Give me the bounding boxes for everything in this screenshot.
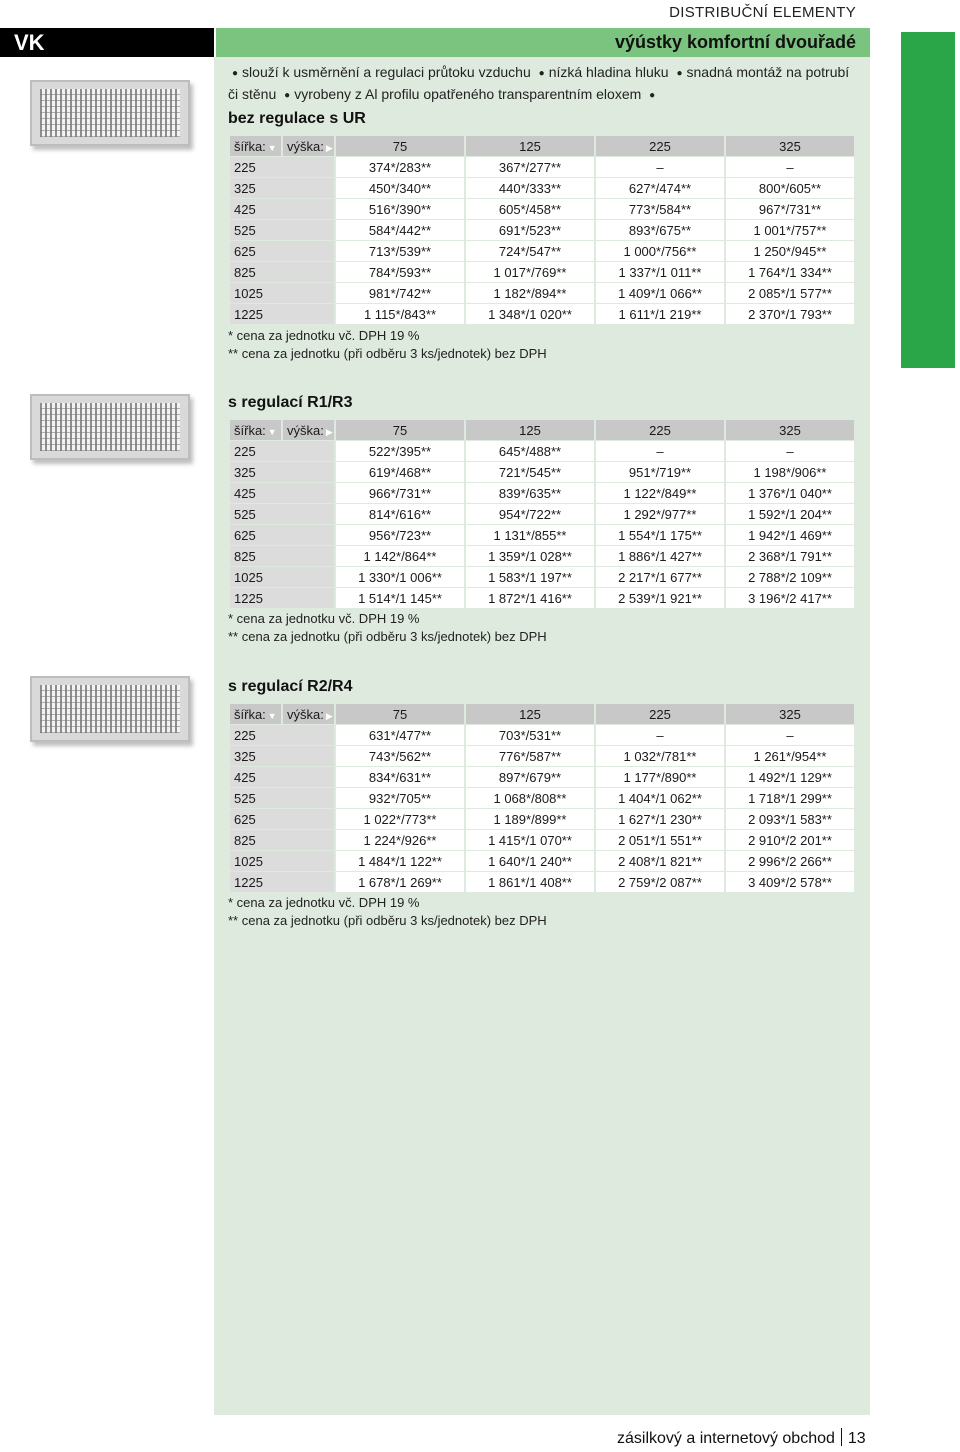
- height-column-header: 325: [726, 420, 854, 441]
- price-cell: 1 000*/756**: [596, 241, 724, 262]
- height-column-header: 75: [336, 704, 464, 725]
- table-header-row: [230, 420, 854, 441]
- price-cell: 1 376*/1 040**: [726, 483, 854, 504]
- price-cell: 516*/390**: [336, 199, 464, 220]
- price-cell: 645*/488**: [466, 441, 594, 462]
- table-row: [230, 525, 854, 546]
- width-cell: 425: [230, 767, 334, 788]
- price-cell: 1 640*/1 240**: [466, 851, 594, 872]
- price-cell: 1 032*/781**: [596, 746, 724, 767]
- table-row: [230, 241, 854, 262]
- height-header: [283, 704, 334, 725]
- price-notes: [228, 327, 547, 363]
- price-cell: 951*/719**: [596, 462, 724, 483]
- price-cell: 1 942*/1 469**: [726, 525, 854, 546]
- price-cell: 1 224*/926**: [336, 830, 464, 851]
- table-row: [230, 199, 854, 220]
- price-cell: 1 177*/890**: [596, 767, 724, 788]
- price-cell: 1 292*/977**: [596, 504, 724, 525]
- section-title: s regulací R2/R4: [228, 678, 353, 695]
- price-cell: 2 910*/2 201**: [726, 830, 854, 851]
- bullet-icon: ●: [232, 68, 239, 79]
- height-label: výška:: [287, 423, 324, 438]
- width-cell: 325: [230, 462, 334, 483]
- price-notes: [228, 610, 547, 646]
- price-cell: 691*/523**: [466, 220, 594, 241]
- price-cell: 834*/631**: [336, 767, 464, 788]
- price-cell: 1 886*/1 427**: [596, 546, 724, 567]
- price-cell: 1 330*/1 006**: [336, 567, 464, 588]
- product-image-grille: [30, 80, 190, 146]
- price-cell: 1 514*/1 145**: [336, 588, 464, 609]
- price-cell: 2 539*/1 921**: [596, 588, 724, 609]
- price-notes: [228, 894, 547, 930]
- price-cell: 1 861*/1 408**: [466, 872, 594, 893]
- height-column-header: 225: [596, 136, 724, 157]
- product-code: VK: [0, 28, 214, 57]
- height-column-header: 125: [466, 136, 594, 157]
- price-cell: 954*/722**: [466, 504, 594, 525]
- price-cell: 776*/587**: [466, 746, 594, 767]
- width-cell: 325: [230, 178, 334, 199]
- height-column-header: 225: [596, 420, 724, 441]
- price-cell: 2 051*/1 551**: [596, 830, 724, 851]
- price-cell: 1 001*/757**: [726, 220, 854, 241]
- width-cell: 625: [230, 809, 334, 830]
- height-column-header: 125: [466, 704, 594, 725]
- width-header: [230, 704, 281, 725]
- width-label: šířka:: [234, 139, 266, 154]
- price-cell: 1 182*/894**: [466, 283, 594, 304]
- product-description: [228, 62, 862, 106]
- price-cell: –: [596, 441, 724, 462]
- width-cell: 825: [230, 262, 334, 283]
- feature-item: slouží k usměrnění a regulaci průtoku vzduchu: [242, 64, 531, 80]
- triangle-down-icon: ▼: [267, 427, 277, 437]
- price-cell: –: [726, 725, 854, 746]
- width-cell: 625: [230, 525, 334, 546]
- table-row: [230, 262, 854, 283]
- price-cell: 627*/474**: [596, 178, 724, 199]
- width-header: [230, 136, 281, 157]
- width-cell: 1025: [230, 283, 334, 304]
- table-row: [230, 767, 854, 788]
- price-table: [228, 704, 856, 893]
- height-column-header: 325: [726, 704, 854, 725]
- feature-item: nízká hladina hluku: [548, 64, 669, 80]
- price-cell: 1 017*/769**: [466, 262, 594, 283]
- price-cell: 1 554*/1 175**: [596, 525, 724, 546]
- width-header: [230, 420, 281, 441]
- price-cell: 1 592*/1 204**: [726, 504, 854, 525]
- price-cell: 605*/458**: [466, 199, 594, 220]
- width-cell: 1025: [230, 567, 334, 588]
- product-image-grille: [30, 394, 190, 460]
- price-cell: 1 872*/1 416**: [466, 588, 594, 609]
- price-cell: 1 718*/1 299**: [726, 788, 854, 809]
- bullet-icon: ●: [676, 68, 683, 79]
- width-cell: 225: [230, 441, 334, 462]
- triangle-right-icon: ▶: [325, 427, 333, 437]
- table-row: [230, 788, 854, 809]
- price-cell: 2 996*/2 266**: [726, 851, 854, 872]
- price-cell: 2 408*/1 821**: [596, 851, 724, 872]
- table-row: [230, 567, 854, 588]
- price-cell: 1 337*/1 011**: [596, 262, 724, 283]
- table-row: [230, 546, 854, 567]
- table-row: [230, 441, 854, 462]
- width-cell: 525: [230, 220, 334, 241]
- price-cell: 1 764*/1 334**: [726, 262, 854, 283]
- product-title: výústky komfortní dvouřadé: [216, 28, 870, 57]
- width-cell: 525: [230, 788, 334, 809]
- price-cell: 367*/277**: [466, 157, 594, 178]
- price-cell: 2 370*/1 793**: [726, 304, 854, 325]
- price-cell: 2 788*/2 109**: [726, 567, 854, 588]
- section-tab-marker: [901, 32, 955, 368]
- price-cell: 1 115*/843**: [336, 304, 464, 325]
- price-cell: 1 404*/1 062**: [596, 788, 724, 809]
- price-cell: 450*/340**: [336, 178, 464, 199]
- table-row: [230, 462, 854, 483]
- bullet-icon: ●: [538, 68, 545, 79]
- price-cell: 1 142*/864**: [336, 546, 464, 567]
- price-table: [228, 420, 856, 609]
- page-number: 13: [847, 1430, 866, 1447]
- height-header: [283, 136, 334, 157]
- width-cell: 1025: [230, 851, 334, 872]
- price-cell: 2 759*/2 087**: [596, 872, 724, 893]
- note-vat: * cena za jednotku vč. DPH 19 %: [228, 328, 420, 343]
- price-table: [228, 136, 856, 325]
- bullet-icon: ●: [649, 90, 656, 101]
- width-cell: 625: [230, 241, 334, 262]
- price-cell: 1 198*/906**: [726, 462, 854, 483]
- price-cell: 1 359*/1 028**: [466, 546, 594, 567]
- table-row: [230, 504, 854, 525]
- price-cell: 1 583*/1 197**: [466, 567, 594, 588]
- price-cell: 839*/635**: [466, 483, 594, 504]
- price-cell: 2 217*/1 677**: [596, 567, 724, 588]
- price-cell: 981*/742**: [336, 283, 464, 304]
- height-column-header: 75: [336, 420, 464, 441]
- triangle-right-icon: ▶: [325, 143, 333, 153]
- price-cell: 1 492*/1 129**: [726, 767, 854, 788]
- price-cell: 743*/562**: [336, 746, 464, 767]
- feature-item: snadná montáž na potrubí či stěnu: [228, 64, 850, 102]
- price-cell: 584*/442**: [336, 220, 464, 241]
- price-cell: 724*/547**: [466, 241, 594, 262]
- price-cell: –: [596, 157, 724, 178]
- price-cell: 1 122*/849**: [596, 483, 724, 504]
- price-cell: 374*/283**: [336, 157, 464, 178]
- width-cell: 225: [230, 725, 334, 746]
- table-row: [230, 178, 854, 199]
- height-column-header: 325: [726, 136, 854, 157]
- height-column-header: 75: [336, 136, 464, 157]
- triangle-right-icon: ▶: [325, 711, 333, 721]
- price-cell: 1 131*/855**: [466, 525, 594, 546]
- height-column-header: 125: [466, 420, 594, 441]
- price-cell: 1 678*/1 269**: [336, 872, 464, 893]
- width-label: šířka:: [234, 707, 266, 722]
- table-row: [230, 830, 854, 851]
- table-row: [230, 157, 854, 178]
- price-cell: 893*/675**: [596, 220, 724, 241]
- width-cell: 525: [230, 504, 334, 525]
- price-cell: 956*/723**: [336, 525, 464, 546]
- note-bulk: ** cena za jednotku (při odběru 3 ks/jednotek) bez DPH: [228, 346, 547, 361]
- price-cell: 1 484*/1 122**: [336, 851, 464, 872]
- product-image-grille: [30, 676, 190, 742]
- height-label: výška:: [287, 707, 324, 722]
- price-cell: 721*/545**: [466, 462, 594, 483]
- price-cell: –: [726, 157, 854, 178]
- price-cell: 2 368*/1 791**: [726, 546, 854, 567]
- width-cell: 225: [230, 157, 334, 178]
- price-cell: 1 627*/1 230**: [596, 809, 724, 830]
- price-cell: 3 409*/2 578**: [726, 872, 854, 893]
- price-cell: 3 196*/2 417**: [726, 588, 854, 609]
- section-title: s regulací R1/R3: [228, 394, 353, 411]
- height-label: výška:: [287, 139, 324, 154]
- table-header-row: [230, 136, 854, 157]
- table-row: [230, 872, 854, 893]
- price-cell: –: [596, 725, 724, 746]
- price-cell: 932*/705**: [336, 788, 464, 809]
- width-cell: 425: [230, 199, 334, 220]
- table-row: [230, 809, 854, 830]
- table-row: [230, 746, 854, 767]
- triangle-down-icon: ▼: [267, 711, 277, 721]
- note-vat: * cena za jednotku vč. DPH 19 %: [228, 611, 420, 626]
- width-cell: 425: [230, 483, 334, 504]
- price-cell: 967*/731**: [726, 199, 854, 220]
- price-cell: 814*/616**: [336, 504, 464, 525]
- width-cell: 825: [230, 546, 334, 567]
- price-cell: 619*/468**: [336, 462, 464, 483]
- price-cell: 1 250*/945**: [726, 241, 854, 262]
- table-row: [230, 851, 854, 872]
- table-header-row: [230, 704, 854, 725]
- width-cell: 1225: [230, 588, 334, 609]
- height-header: [283, 420, 334, 441]
- price-cell: 1 415*/1 070**: [466, 830, 594, 851]
- table-row: [230, 220, 854, 241]
- price-cell: 440*/333**: [466, 178, 594, 199]
- price-cell: 897*/679**: [466, 767, 594, 788]
- feature-item: vyrobeny z Al profilu opatřeného transparentním eloxem: [294, 86, 642, 102]
- price-cell: 703*/531**: [466, 725, 594, 746]
- price-cell: 800*/605**: [726, 178, 854, 199]
- width-cell: 1225: [230, 872, 334, 893]
- section-title: bez regulace s UR: [228, 110, 366, 127]
- height-column-header: 225: [596, 704, 724, 725]
- width-cell: 825: [230, 830, 334, 851]
- width-cell: 1225: [230, 304, 334, 325]
- price-cell: 1 189*/899**: [466, 809, 594, 830]
- note-bulk: ** cena za jednotku (při odběru 3 ks/jednotek) bez DPH: [228, 629, 547, 644]
- price-cell: 2 085*/1 577**: [726, 283, 854, 304]
- price-cell: 522*/395**: [336, 441, 464, 462]
- table-row: [230, 483, 854, 504]
- price-cell: –: [726, 441, 854, 462]
- price-cell: 784*/593**: [336, 262, 464, 283]
- price-cell: 1 611*/1 219**: [596, 304, 724, 325]
- price-cell: 631*/477**: [336, 725, 464, 746]
- bullet-icon: ●: [284, 90, 291, 101]
- footer-divider: [841, 1428, 842, 1446]
- price-cell: 2 093*/1 583**: [726, 809, 854, 830]
- price-cell: 1 022*/773**: [336, 809, 464, 830]
- page-footer: [617, 1428, 866, 1448]
- width-label: šířka:: [234, 423, 266, 438]
- price-cell: 1 409*/1 066**: [596, 283, 724, 304]
- table-row: [230, 725, 854, 746]
- width-cell: 325: [230, 746, 334, 767]
- footer-text: zásilkový a internetový obchod: [617, 1430, 835, 1447]
- price-cell: 1 261*/954**: [726, 746, 854, 767]
- triangle-down-icon: ▼: [267, 143, 277, 153]
- category-label: DISTRIBUČNÍ ELEMENTY: [669, 4, 856, 21]
- price-cell: 1 348*/1 020**: [466, 304, 594, 325]
- price-cell: 713*/539**: [336, 241, 464, 262]
- table-row: [230, 283, 854, 304]
- price-cell: 966*/731**: [336, 483, 464, 504]
- price-cell: 1 068*/808**: [466, 788, 594, 809]
- table-row: [230, 588, 854, 609]
- note-bulk: ** cena za jednotku (při odběru 3 ks/jednotek) bez DPH: [228, 913, 547, 928]
- note-vat: * cena za jednotku vč. DPH 19 %: [228, 895, 420, 910]
- table-row: [230, 304, 854, 325]
- price-cell: 773*/584**: [596, 199, 724, 220]
